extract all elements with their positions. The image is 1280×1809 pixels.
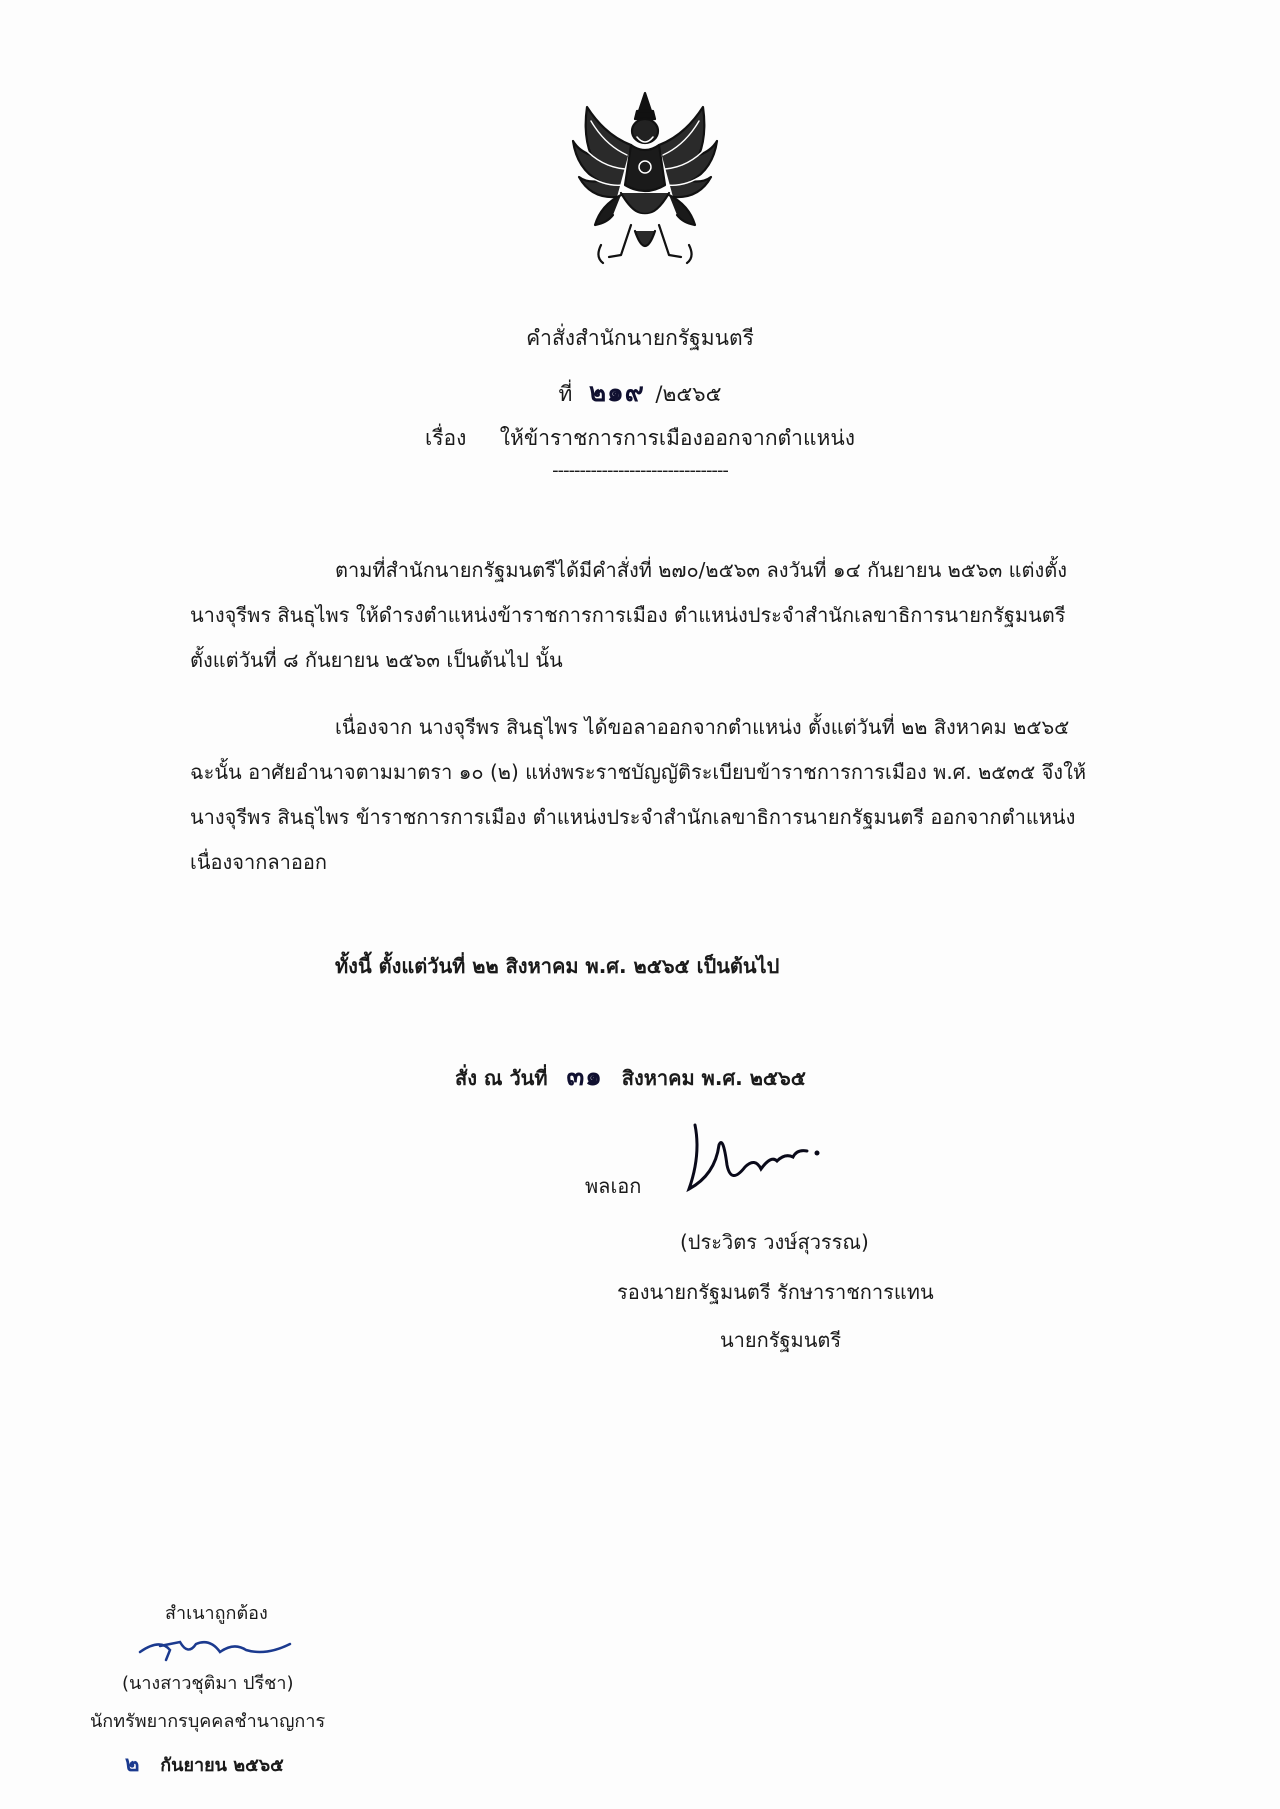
certified-copy-label: สำเนาถูกต้อง — [165, 1603, 268, 1624]
signatory-signature — [675, 1105, 835, 1205]
certified-date-day-handwritten: ๒ — [125, 1751, 141, 1777]
order-number-line — [0, 372, 1280, 413]
certified-date-rest: กันยายน ๒๕๖๕ — [160, 1755, 284, 1776]
paragraph-1 — [190, 548, 1170, 683]
paragraph-1-line-2: นางจุรีพร สินธุไพร ให้ดำรงตำแหน่งข้าราชการการเมือง ตำแหน่งประจำสำนักเลขาธิการนายกรัฐมนตรี — [190, 603, 1066, 627]
paragraph-2-line-3: นางจุรีพร สินธุไพร ข้าราชการการเมือง ตำแหน่งประจำสำนักเลขาธิการนายกรัฐมนตรี ออกจากตำแหน่ง — [190, 805, 1076, 829]
garuda-emblem — [565, 85, 725, 275]
order-date-prefix: สั่ง ณ วันที่ — [455, 1066, 548, 1090]
order-title: คำสั่งสำนักนายกรัฐมนตรี — [526, 326, 754, 350]
certified-date-line — [125, 1746, 284, 1781]
certifier-position: นักทรัพยากรบุคคลชำนาญการ — [90, 1711, 326, 1732]
order-date-rest: สิงหาคม พ.ศ. ๒๕๖๕ — [621, 1066, 806, 1090]
order-subject-line — [0, 422, 1280, 455]
signatory-name: (ประวิตร วงษ์สุวรรณ) — [680, 1230, 869, 1254]
certifier-name: (นางสาวชุติมา ปรีชา) — [122, 1673, 294, 1694]
signatory-rank: พลเอก — [585, 1174, 642, 1198]
certifier-signature — [130, 1630, 300, 1670]
subject-label: เรื่อง — [425, 426, 467, 450]
order-number-prefix: ที่ — [558, 382, 573, 406]
paragraph-1-line-1: ตามที่สำนักนายกรัฐมนตรีได้มีคำสั่งที่ ๒๗๐/๒๕๖๓ ลงวันที่ ๑๔ กันยายน ๒๕๖๓ แต่งตั้ง — [335, 558, 1068, 582]
paragraph-2-line-1: เนื่องจาก นางจุรีพร สินธุไพร ได้ขอลาออกจากตำแหน่ง ตั้งแต่วันที่ ๒๒ สิงหาคม ๒๕๖๕ — [335, 715, 1070, 739]
paragraph-1-line-3: ตั้งแต่วันที่ ๘ กันยายน ๒๕๖๓ เป็นต้นไป นั้น — [190, 648, 563, 672]
paragraph-2 — [190, 705, 1170, 885]
order-number-handwritten: ๒๑๙ — [589, 378, 645, 408]
order-date-day-handwritten: ๓๑ — [566, 1062, 603, 1092]
signatory-position-2: นายกรัฐมนตรี — [720, 1328, 842, 1352]
order-number-year: /๒๕๖๕ — [655, 382, 722, 406]
order-date-line — [455, 1056, 806, 1097]
header-divider: -------------------------------- — [552, 460, 728, 481]
paragraph-2-line-2: ฉะนั้น อาศัยอำนาจตามมาตรา ๑๐ (๒) แห่งพระราชบัญญัติระเบียบข้าราชการการเมือง พ.ศ. ๒๕๓๕ จึงให้ — [190, 760, 1087, 784]
signatory-position-1: รองนายกรัฐมนตรี รักษาราชการแทน — [617, 1280, 934, 1304]
paragraph-2-line-4: เนื่องจากลาออก — [190, 850, 327, 874]
effective-date: ทั้งนี้ ตั้งแต่วันที่ ๒๒ สิงหาคม พ.ศ. ๒๕๖๕ เป็นต้นไป — [335, 954, 780, 978]
subject-text: ให้ข้าราชการการเมืองออกจากตำแหน่ง — [499, 426, 855, 450]
